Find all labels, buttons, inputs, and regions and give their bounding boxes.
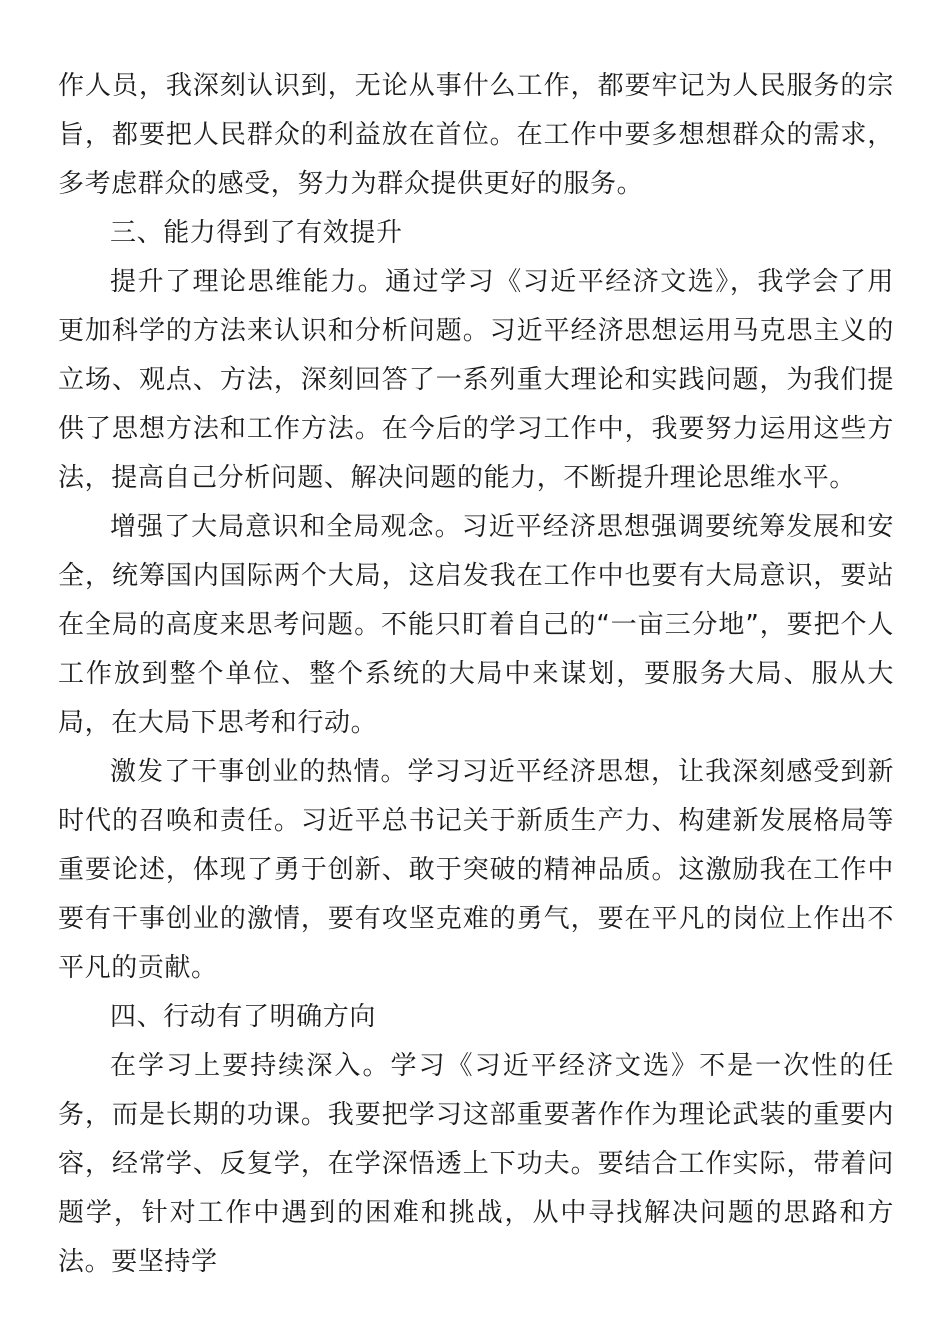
paragraph-continuation: 作人员，我深刻认识到，无论从事什么工作，都要牢记为人民服务的宗旨，都要把人民群众的利益放在首位。在工作中要多想想群众的需求，多考虑群众的感受，努力为群众提供更好的服务。 [58,71,894,199]
paragraph-work-enthusiasm: 激发了干事创业的热情。学习习近平经济思想，让我深刻感受到新时代的召唤和责任。习近平总书记关于新质生产力、构建新发展格局等重要论述，体现了勇于创新、敢于突破的精神品质。这激励我在工作中要有干事创业的激情，要有攻坚克难的勇气，要在平凡的岗位上作出不平凡的贡献。 [58,757,894,983]
section-heading-four: 四、行动有了明确方向 [110,1002,377,1032]
paragraph-overall-awareness: 增强了大局意识和全局观念。习近平经济思想强调要统筹发展和安全，统筹国内国际两个大局，这启发我在工作中也要有大局意识，要站在全局的高度来思考问题。不能只盯着自己的“一亩三分地”，要把个人工作放到整个单位、整个系统的大局中来谋划，要服务大局、服从大局，在大局下思考和行动。 [58,512,894,738]
paragraph-theory-thinking: 提升了理论思维能力。通过学习《习近平经济文选》，我学会了用更加科学的方法来认识和分析问题。习近平经济思想运用马克思主义的立场、观点、方法，深刻回答了一系列重大理论和实践问题，为我们提供了思想方法和工作方法。在今后的学习工作中，我要努力运用这些方法，提高自己分析问题、解决问题的能力，不断提升理论思维水平。 [58,267,894,493]
paragraph-continuous-study: 在学习上要持续深入。学习《习近平经济文选》不是一次性的任务，而是长期的功课。我要把学习这部重要著作作为理论武装的重要内容，经常学、反复学，在学深悟透上下功夫。要结合工作实际，带着问题学，针对工作中遇到的困难和挑战，从中寻找解决问题的思路和方法。要坚持学 [58,1051,894,1277]
section-heading-three: 三、能力得到了有效提升 [110,218,403,248]
document-body [58,62,894,1287]
